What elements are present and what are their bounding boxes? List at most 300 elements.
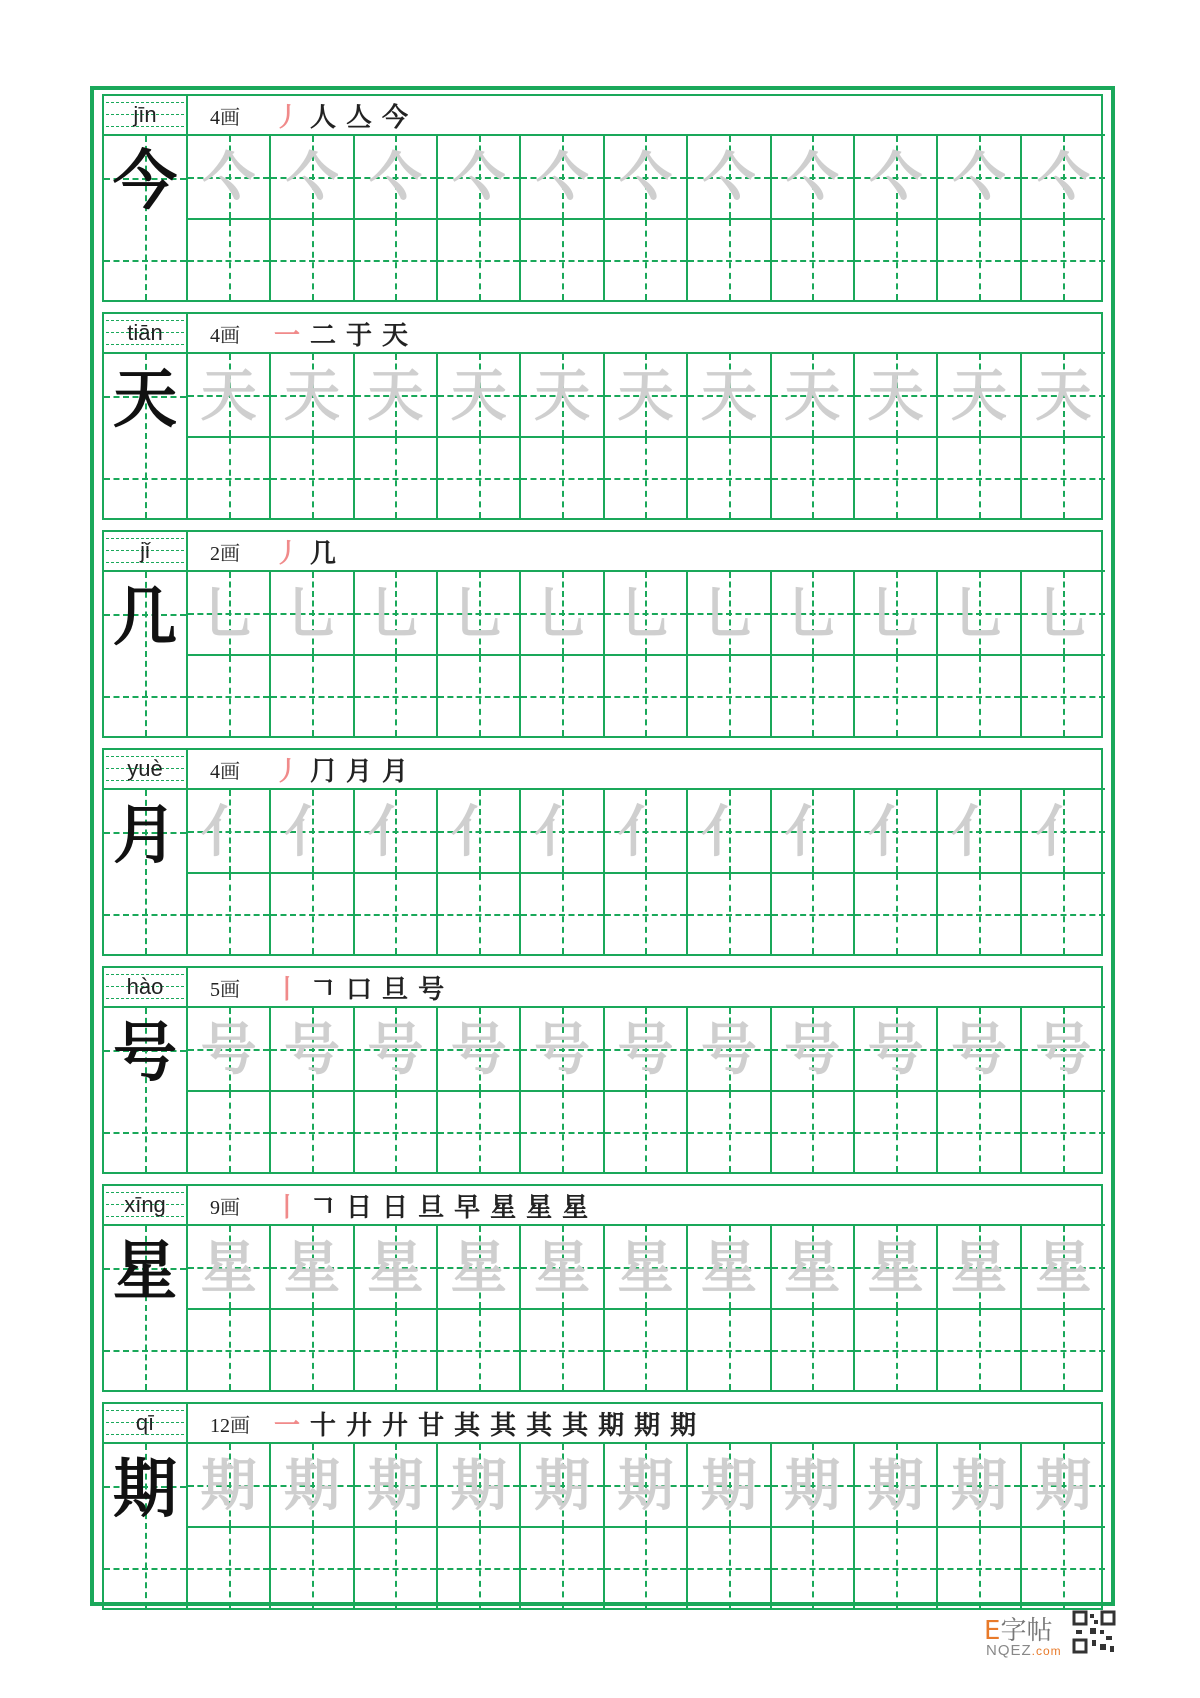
stroke-step: 期 (670, 1410, 697, 1441)
writing-cell[interactable] (688, 874, 771, 954)
tracing-character: 号 (200, 1017, 257, 1083)
writing-cell[interactable] (438, 220, 521, 300)
tracing-cell[interactable] (855, 1226, 938, 1310)
tracing-cell[interactable] (772, 1444, 855, 1528)
stroke-step: 亼 (346, 102, 373, 133)
stroke-step: 丿 (274, 102, 301, 133)
writing-cell[interactable] (855, 438, 938, 518)
writing-cell[interactable] (188, 656, 271, 736)
writing-cell[interactable] (938, 438, 1021, 518)
tracing-cell[interactable] (521, 1226, 604, 1310)
writing-cell[interactable] (271, 1528, 354, 1608)
stroke-step: 其 (562, 1410, 589, 1441)
tracing-cell[interactable] (355, 1444, 438, 1528)
tracing-character: ⺅ (784, 799, 841, 865)
pinyin-text: jīn (133, 102, 157, 127)
writing-cell[interactable] (772, 656, 855, 736)
tracing-character: 乚 (784, 581, 841, 647)
stroke-step: 一 (274, 320, 301, 351)
pinyin-box (104, 532, 188, 572)
tracing-cell[interactable] (605, 354, 688, 438)
tracing-character: 亽 (450, 145, 507, 211)
tracing-cell[interactable] (855, 136, 938, 220)
tracing-character: 天 (534, 363, 591, 429)
model-character: 几 (113, 580, 177, 655)
tracing-cell[interactable] (271, 1008, 354, 1092)
tracing-character: 星 (1035, 1235, 1092, 1301)
tracing-character: 期 (617, 1453, 674, 1519)
writing-cell[interactable] (271, 1092, 354, 1172)
stroke-order-row (188, 968, 1105, 1008)
tracing-cell[interactable] (188, 1008, 271, 1092)
writing-cell[interactable] (521, 438, 604, 518)
tracing-character: ⺅ (534, 799, 591, 865)
tracing-cell[interactable] (271, 1444, 354, 1528)
writing-cell[interactable] (521, 1528, 604, 1608)
practice-grid (188, 572, 1105, 736)
tracing-cell[interactable] (188, 1444, 271, 1528)
tracing-character: 乚 (200, 581, 257, 647)
tracing-cell[interactable] (188, 1226, 271, 1310)
stroke-count: 9画 (210, 1196, 240, 1219)
model-character-box (104, 1008, 188, 1172)
tracing-cell[interactable] (772, 1008, 855, 1092)
tracing-cell[interactable] (938, 1226, 1021, 1310)
tracing-character: ⺅ (867, 799, 924, 865)
tracing-cell[interactable] (688, 572, 771, 656)
writing-cell[interactable] (605, 1310, 688, 1390)
tracing-cell[interactable] (355, 136, 438, 220)
tracing-cell[interactable] (521, 1008, 604, 1092)
writing-cell[interactable] (938, 1310, 1021, 1390)
tracing-cell[interactable] (1022, 1444, 1105, 1528)
model-character: 号 (113, 1016, 177, 1091)
tracing-cell[interactable] (188, 354, 271, 438)
stroke-step: 丨 (274, 974, 301, 1005)
writing-cell[interactable] (438, 438, 521, 518)
tracing-cell[interactable] (355, 572, 438, 656)
writing-cell[interactable] (1022, 656, 1105, 736)
stroke-step: 廾 (346, 1410, 373, 1441)
stroke-step: 旦 (418, 1192, 445, 1223)
writing-cell[interactable] (271, 438, 354, 518)
tracing-cell[interactable] (1022, 572, 1105, 656)
stroke-count: 4画 (210, 106, 240, 129)
writing-cell[interactable] (855, 1528, 938, 1608)
stroke-step: 口 (346, 974, 373, 1005)
writing-cell[interactable] (772, 1092, 855, 1172)
tracing-character: 号 (784, 1017, 841, 1083)
stroke-order-row (188, 1404, 1105, 1444)
tracing-character: ⺅ (200, 799, 257, 865)
writing-cell[interactable] (688, 438, 771, 518)
tracing-cell[interactable] (188, 136, 271, 220)
character-block (102, 94, 1103, 302)
stroke-step: 于 (346, 320, 373, 351)
stroke-sequence (274, 97, 408, 134)
writing-cell[interactable] (271, 220, 354, 300)
tracing-cell[interactable] (938, 354, 1021, 438)
tracing-character: ⺅ (700, 799, 757, 865)
writing-cell[interactable] (188, 874, 271, 954)
writing-cell[interactable] (855, 1310, 938, 1390)
tracing-cell[interactable] (271, 572, 354, 656)
tracing-cell[interactable] (271, 354, 354, 438)
tracing-cell[interactable] (355, 790, 438, 874)
tracing-cell[interactable] (521, 136, 604, 220)
tracing-cell[interactable] (688, 1008, 771, 1092)
writing-cell[interactable] (1022, 1528, 1105, 1608)
tracing-cell[interactable] (938, 1008, 1021, 1092)
tracing-cell[interactable] (938, 572, 1021, 656)
tracing-cell[interactable] (688, 136, 771, 220)
pinyin-box (104, 750, 188, 790)
stroke-count: 5画 (210, 978, 240, 1001)
tracing-character: 乚 (617, 581, 674, 647)
tracing-character: 期 (867, 1453, 924, 1519)
model-character: 今 (113, 144, 177, 219)
tracing-character: 亽 (1035, 145, 1092, 211)
writing-cell[interactable] (688, 1310, 771, 1390)
tracing-character: 星 (367, 1235, 424, 1301)
tracing-cell[interactable] (438, 1008, 521, 1092)
tracing-cell[interactable] (1022, 1226, 1105, 1310)
stroke-order-row (188, 532, 1105, 572)
stroke-step: 其 (526, 1410, 553, 1441)
tracing-character: 天 (1035, 363, 1092, 429)
writing-cell[interactable] (355, 1310, 438, 1390)
writing-cell[interactable] (1022, 1092, 1105, 1172)
tracing-cell[interactable] (772, 790, 855, 874)
tracing-character: 天 (950, 363, 1007, 429)
tracing-cell[interactable] (438, 1444, 521, 1528)
tracing-cell[interactable] (1022, 1008, 1105, 1092)
model-character-box (104, 1226, 188, 1390)
tracing-cell[interactable] (1022, 136, 1105, 220)
writing-cell[interactable] (355, 1092, 438, 1172)
tracing-character: 星 (950, 1235, 1007, 1301)
tracing-cell[interactable] (521, 1444, 604, 1528)
writing-cell[interactable] (938, 1092, 1021, 1172)
stroke-step: 星 (562, 1192, 589, 1223)
tracing-cell[interactable] (438, 572, 521, 656)
tracing-cell[interactable] (1022, 354, 1105, 438)
tracing-character: 期 (950, 1453, 1007, 1519)
tracing-character: 期 (367, 1453, 424, 1519)
writing-cell[interactable] (772, 1310, 855, 1390)
tracing-cell[interactable] (688, 1444, 771, 1528)
stroke-sequence (274, 533, 336, 570)
tracing-cell[interactable] (521, 354, 604, 438)
pinyin-text: tiān (127, 320, 163, 345)
tracing-character: 星 (284, 1235, 341, 1301)
stroke-count: 4画 (210, 760, 240, 783)
writing-cell[interactable] (772, 1528, 855, 1608)
pinyin-box (104, 1404, 188, 1444)
writing-cell[interactable] (855, 656, 938, 736)
stroke-step: 月 (346, 756, 373, 787)
tracing-character: 亽 (367, 145, 424, 211)
stroke-sequence (274, 1187, 588, 1224)
tracing-character: 亽 (867, 145, 924, 211)
writing-cell[interactable] (188, 220, 271, 300)
writing-cell[interactable] (605, 220, 688, 300)
pinyin-box (104, 1186, 188, 1226)
writing-cell[interactable] (438, 1528, 521, 1608)
model-character-box (104, 790, 188, 954)
model-character: 星 (113, 1234, 177, 1309)
tracing-cell[interactable] (772, 1226, 855, 1310)
tracing-character: 乚 (534, 581, 591, 647)
tracing-character: 星 (700, 1235, 757, 1301)
writing-cell[interactable] (355, 220, 438, 300)
writing-cell[interactable] (1022, 1310, 1105, 1390)
tracing-character: 乚 (700, 581, 757, 647)
pinyin-text: hào (126, 974, 164, 999)
tracing-cell[interactable] (271, 136, 354, 220)
tracing-character: ⺅ (617, 799, 674, 865)
tracing-cell[interactable] (188, 572, 271, 656)
writing-cell[interactable] (438, 874, 521, 954)
practice-grid (188, 354, 1105, 518)
stroke-step: 月 (382, 756, 409, 787)
writing-cell[interactable] (188, 1310, 271, 1390)
tracing-character: 期 (450, 1453, 507, 1519)
tracing-cell[interactable] (271, 1226, 354, 1310)
tracing-cell[interactable] (688, 354, 771, 438)
writing-cell[interactable] (772, 874, 855, 954)
tracing-cell[interactable] (605, 136, 688, 220)
tracing-character: 亽 (534, 145, 591, 211)
tracing-cell[interactable] (188, 790, 271, 874)
stroke-step: 早 (454, 1192, 481, 1223)
stroke-count: 12画 (210, 1414, 250, 1437)
tracing-cell[interactable] (355, 1226, 438, 1310)
writing-cell[interactable] (688, 1092, 771, 1172)
writing-cell[interactable] (1022, 874, 1105, 954)
writing-cell[interactable] (1022, 438, 1105, 518)
writing-cell[interactable] (521, 1310, 604, 1390)
writing-cell[interactable] (938, 220, 1021, 300)
tracing-character: 亽 (700, 145, 757, 211)
tracing-cell[interactable] (605, 790, 688, 874)
writing-cell[interactable] (688, 656, 771, 736)
tracing-character: ⺅ (284, 799, 341, 865)
tracing-cell[interactable] (855, 790, 938, 874)
tracing-character: 天 (450, 363, 507, 429)
writing-cell[interactable] (521, 874, 604, 954)
writing-cell[interactable] (438, 1092, 521, 1172)
tracing-cell[interactable] (438, 354, 521, 438)
writing-cell[interactable] (688, 220, 771, 300)
stroke-sequence (274, 315, 408, 352)
stroke-step: 𠃍 (310, 1192, 337, 1223)
tracing-cell[interactable] (772, 136, 855, 220)
tracing-character: 乚 (367, 581, 424, 647)
tracing-character: ⺅ (367, 799, 424, 865)
tracing-cell[interactable] (521, 790, 604, 874)
writing-cell[interactable] (438, 656, 521, 736)
writing-cell[interactable] (855, 874, 938, 954)
tracing-character: 号 (950, 1017, 1007, 1083)
stroke-order-row (188, 96, 1105, 136)
writing-cell[interactable] (521, 1092, 604, 1172)
tracing-cell[interactable] (605, 572, 688, 656)
writing-cell[interactable] (605, 656, 688, 736)
writing-cell[interactable] (605, 1092, 688, 1172)
stroke-order-row (188, 314, 1105, 354)
tracing-character: 天 (700, 363, 757, 429)
tracing-character: ⺅ (1035, 799, 1092, 865)
writing-cell[interactable] (688, 1528, 771, 1608)
stroke-step: 日 (382, 1192, 409, 1223)
tracing-cell[interactable] (605, 1008, 688, 1092)
stroke-count: 2画 (210, 542, 240, 565)
tracing-cell[interactable] (772, 572, 855, 656)
stroke-step: 期 (634, 1410, 661, 1441)
tracing-cell[interactable] (855, 572, 938, 656)
pinyin-box (104, 96, 188, 136)
stroke-step: 星 (526, 1192, 553, 1223)
qr-code-icon (1072, 1610, 1116, 1654)
tracing-cell[interactable] (855, 1444, 938, 1528)
tracing-character: 期 (700, 1453, 757, 1519)
writing-cell[interactable] (188, 438, 271, 518)
stroke-step: 期 (598, 1410, 625, 1441)
model-character-box (104, 136, 188, 300)
writing-cell[interactable] (605, 1528, 688, 1608)
tracing-character: 天 (200, 363, 257, 429)
model-character-box (104, 1444, 188, 1608)
stroke-step: 人 (310, 102, 337, 133)
writing-cell[interactable] (355, 438, 438, 518)
stroke-step: 十 (310, 1410, 337, 1441)
tracing-cell[interactable] (938, 1444, 1021, 1528)
writing-cell[interactable] (355, 874, 438, 954)
stroke-step: 𠃍 (310, 974, 337, 1005)
stroke-order-row (188, 1186, 1105, 1226)
tracing-character: ⺅ (450, 799, 507, 865)
stroke-step: 一 (274, 1410, 301, 1441)
writing-cell[interactable] (438, 1310, 521, 1390)
tracing-cell[interactable] (855, 1008, 938, 1092)
writing-cell[interactable] (938, 1528, 1021, 1608)
writing-cell[interactable] (355, 1528, 438, 1608)
stroke-sequence (274, 969, 444, 1006)
tracing-character: 星 (450, 1235, 507, 1301)
tracing-character: 星 (617, 1235, 674, 1301)
tracing-cell[interactable] (271, 790, 354, 874)
tracing-cell[interactable] (938, 790, 1021, 874)
writing-cell[interactable] (355, 656, 438, 736)
writing-cell[interactable] (521, 656, 604, 736)
model-character-box (104, 572, 188, 736)
tracing-character: 亽 (617, 145, 674, 211)
tracing-character: 号 (1035, 1017, 1092, 1083)
tracing-character: 期 (1035, 1453, 1092, 1519)
stroke-step: 旦 (382, 974, 409, 1005)
tracing-cell[interactable] (438, 136, 521, 220)
practice-sheet (90, 86, 1115, 1606)
stroke-step: 几 (310, 538, 337, 569)
writing-cell[interactable] (271, 874, 354, 954)
tracing-character: 期 (284, 1453, 341, 1519)
practice-grid (188, 136, 1105, 300)
writing-cell[interactable] (772, 438, 855, 518)
writing-cell[interactable] (271, 1310, 354, 1390)
tracing-character: 星 (784, 1235, 841, 1301)
character-block (102, 312, 1103, 520)
tracing-character: 乚 (867, 581, 924, 647)
writing-cell[interactable] (855, 220, 938, 300)
pinyin-text: xīng (124, 1192, 166, 1217)
stroke-step: 二 (310, 320, 337, 351)
tracing-character: 号 (534, 1017, 591, 1083)
tracing-cell[interactable] (605, 1444, 688, 1528)
writing-cell[interactable] (605, 438, 688, 518)
writing-cell[interactable] (521, 220, 604, 300)
tracing-cell[interactable] (605, 1226, 688, 1310)
tracing-cell[interactable] (938, 136, 1021, 220)
writing-cell[interactable] (772, 220, 855, 300)
writing-cell[interactable] (271, 656, 354, 736)
tracing-cell[interactable] (772, 354, 855, 438)
writing-cell[interactable] (188, 1528, 271, 1608)
tracing-character: 号 (284, 1017, 341, 1083)
character-block (102, 1402, 1103, 1610)
writing-cell[interactable] (1022, 220, 1105, 300)
tracing-cell[interactable] (438, 790, 521, 874)
character-block (102, 748, 1103, 956)
tracing-cell[interactable] (688, 1226, 771, 1310)
pinyin-text: yuè (127, 756, 163, 781)
pinyin-text: qī (135, 1410, 155, 1435)
stroke-step: 号 (418, 974, 445, 1005)
tracing-cell[interactable] (355, 354, 438, 438)
tracing-character: 乚 (1035, 581, 1092, 647)
character-block (102, 966, 1103, 1174)
stroke-step: 天 (382, 320, 409, 351)
pinyin-box (104, 314, 188, 354)
tracing-cell[interactable] (855, 354, 938, 438)
tracing-character: 天 (367, 363, 424, 429)
writing-cell[interactable] (605, 874, 688, 954)
writing-cell[interactable] (938, 656, 1021, 736)
writing-cell[interactable] (188, 1092, 271, 1172)
stroke-step: 其 (454, 1410, 481, 1441)
tracing-cell[interactable] (355, 1008, 438, 1092)
brand-domain: NQEZ.com (986, 1642, 1062, 1659)
pinyin-box (104, 968, 188, 1008)
practice-grid (188, 790, 1105, 954)
stroke-step: 丨 (274, 1192, 301, 1223)
tracing-cell[interactable] (521, 572, 604, 656)
writing-cell[interactable] (938, 874, 1021, 954)
tracing-cell[interactable] (688, 790, 771, 874)
model-character-box (104, 354, 188, 518)
tracing-character: 号 (617, 1017, 674, 1083)
tracing-cell[interactable] (438, 1226, 521, 1310)
stroke-count: 4画 (210, 324, 240, 347)
writing-cell[interactable] (855, 1092, 938, 1172)
tracing-character: 天 (867, 363, 924, 429)
tracing-character: 乚 (284, 581, 341, 647)
stroke-order-row (188, 750, 1105, 790)
tracing-cell[interactable] (1022, 790, 1105, 874)
practice-grid (188, 1008, 1105, 1172)
tracing-character: 期 (784, 1453, 841, 1519)
stroke-step: 廾 (382, 1410, 409, 1441)
